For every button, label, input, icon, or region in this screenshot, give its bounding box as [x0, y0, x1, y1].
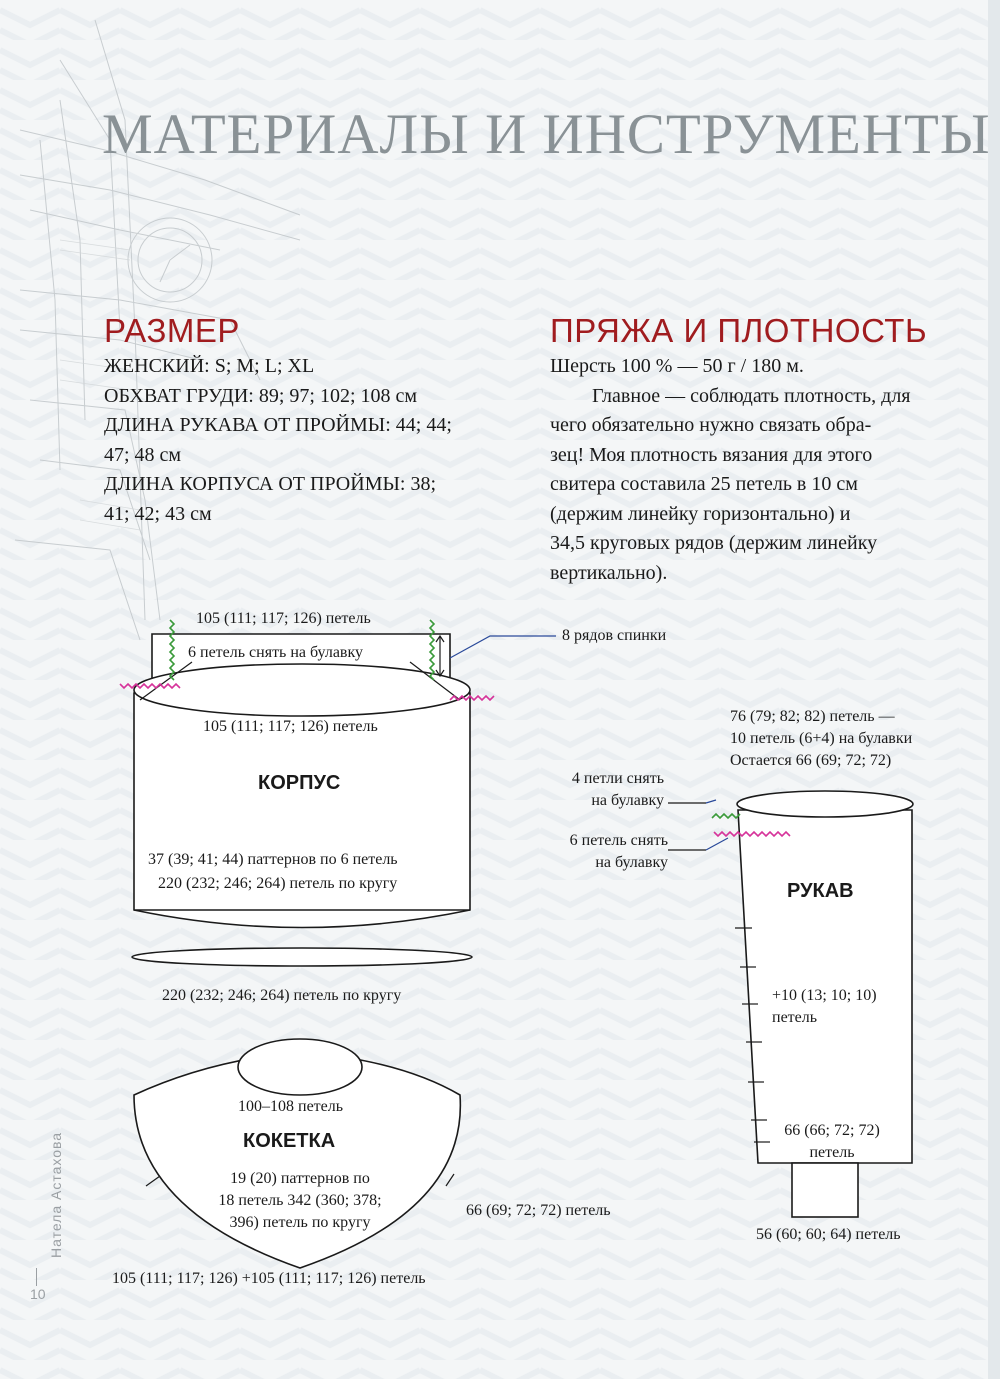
- size-line: 47; 48 см: [104, 443, 182, 466]
- sleeve-increase-line: +10 (13; 10; 10): [772, 987, 877, 1004]
- yoke-part-name: КОКЕТКА: [243, 1130, 336, 1152]
- yoke-neck-stitches: 100–108 петель: [238, 1098, 344, 1115]
- yoke-patterns-line: 18 петель 342 (360; 378;: [218, 1192, 382, 1209]
- yoke-patterns: [170, 1168, 430, 1234]
- yarn-line: (держим линейку горизонтально) и: [550, 502, 851, 525]
- sleeve-top-info: [730, 706, 912, 772]
- yoke-bottom-label: 105 (111; 117; 126) +105 (111; 117; 126) петель: [112, 1270, 426, 1287]
- body-part-name: КОРПУС: [258, 772, 341, 794]
- yarn-heading: ПРЯЖА И ПЛОТНОСТЬ: [550, 312, 928, 349]
- sleeve-lower: [772, 1120, 892, 1164]
- sleeve-hold6-line: 6 петель снять: [569, 832, 668, 849]
- sleeve-cuff-label: 56 (60; 60; 64) петель: [756, 1226, 901, 1243]
- body-hold-stitches: 6 петель снять на булавку: [188, 644, 364, 661]
- yarn-line: свитера составила 25 петель в 10 см: [550, 473, 858, 495]
- size-line: 41; 42; 43 см: [104, 502, 212, 525]
- body-bottom-label: 220 (232; 246; 264) петель по кругу: [162, 987, 402, 1004]
- sleeve-hold6-line: на булавку: [595, 854, 668, 871]
- yarn-line: Главное — соблюдать плотность, для: [592, 384, 911, 407]
- body-shape: [132, 634, 472, 966]
- yarn-line: 34,5 круговых рядов (держим линейку: [550, 532, 878, 554]
- sleeve-top-line: 10 петель (6+4) на булавки: [730, 730, 913, 747]
- author-name: Натела Астахова: [48, 1131, 64, 1258]
- page-number-divider: [36, 1268, 37, 1286]
- size-line: ЖЕНСКИЙ: S; M; L; XL: [104, 355, 315, 377]
- body-patterns-line: 220 (232; 246; 264) петель по кругу: [158, 875, 398, 892]
- sleeve-hold4-line: 4 петли снять: [571, 770, 664, 787]
- sleeve-lower-line: петель: [809, 1144, 855, 1161]
- sleeve-part-name: РУКАВ: [787, 880, 854, 902]
- yarn-line: зец! Моя плотность вязания для этого: [550, 443, 873, 466]
- page-number: 10: [30, 1286, 46, 1302]
- yarn-line: Шерсть 100 % — 50 г / 180 м.: [550, 355, 804, 377]
- yarn-line: чего обязательно нужно связать обра-: [550, 414, 872, 436]
- sleeve-hold4-line: на булавку: [591, 792, 664, 809]
- yoke-side-label: 66 (69; 72; 72) петель: [466, 1202, 611, 1219]
- size-heading: РАЗМЕР: [104, 312, 240, 349]
- sleeve-hold6: [540, 830, 668, 874]
- sleeve-hold4: [548, 768, 664, 812]
- sleeve-top-line: 76 (79; 82; 82) петель —: [730, 708, 895, 725]
- body-top-stitches: 105 (111; 117; 126) петель: [196, 610, 371, 627]
- body-patterns-line: 37 (39; 41; 44) паттернов по 6 петель: [148, 851, 398, 868]
- yoke-patterns-line: 396) петель по кругу: [229, 1214, 371, 1231]
- sleeve-increase: [772, 985, 877, 1029]
- body-front-stitches: 105 (111; 117; 126) петель: [203, 718, 378, 735]
- size-line: ДЛИНА РУКАВА ОТ ПРОЙМЫ: 44; 44;: [104, 414, 452, 436]
- size-line: ДЛИНА КОРПУСА ОТ ПРОЙМЫ: 38;: [104, 473, 437, 495]
- sleeve-top-line: Остается 66 (69; 72; 72): [730, 752, 892, 769]
- sleeve-increase-line: петель: [772, 1009, 818, 1026]
- body-back-rows: 8 рядов спинки: [562, 627, 667, 644]
- yoke-patterns-line: 19 (20) паттернов по: [230, 1170, 370, 1187]
- yarn-line: вертикально).: [550, 561, 668, 584]
- page-title: МАТЕРИАЛЫ И ИНСТРУМЕНТЫ: [102, 103, 991, 166]
- size-line: ОБХВАТ ГРУДИ: 89; 97; 102; 108 см: [104, 384, 418, 407]
- sleeve-lower-line: 66 (66; 72; 72): [784, 1122, 880, 1139]
